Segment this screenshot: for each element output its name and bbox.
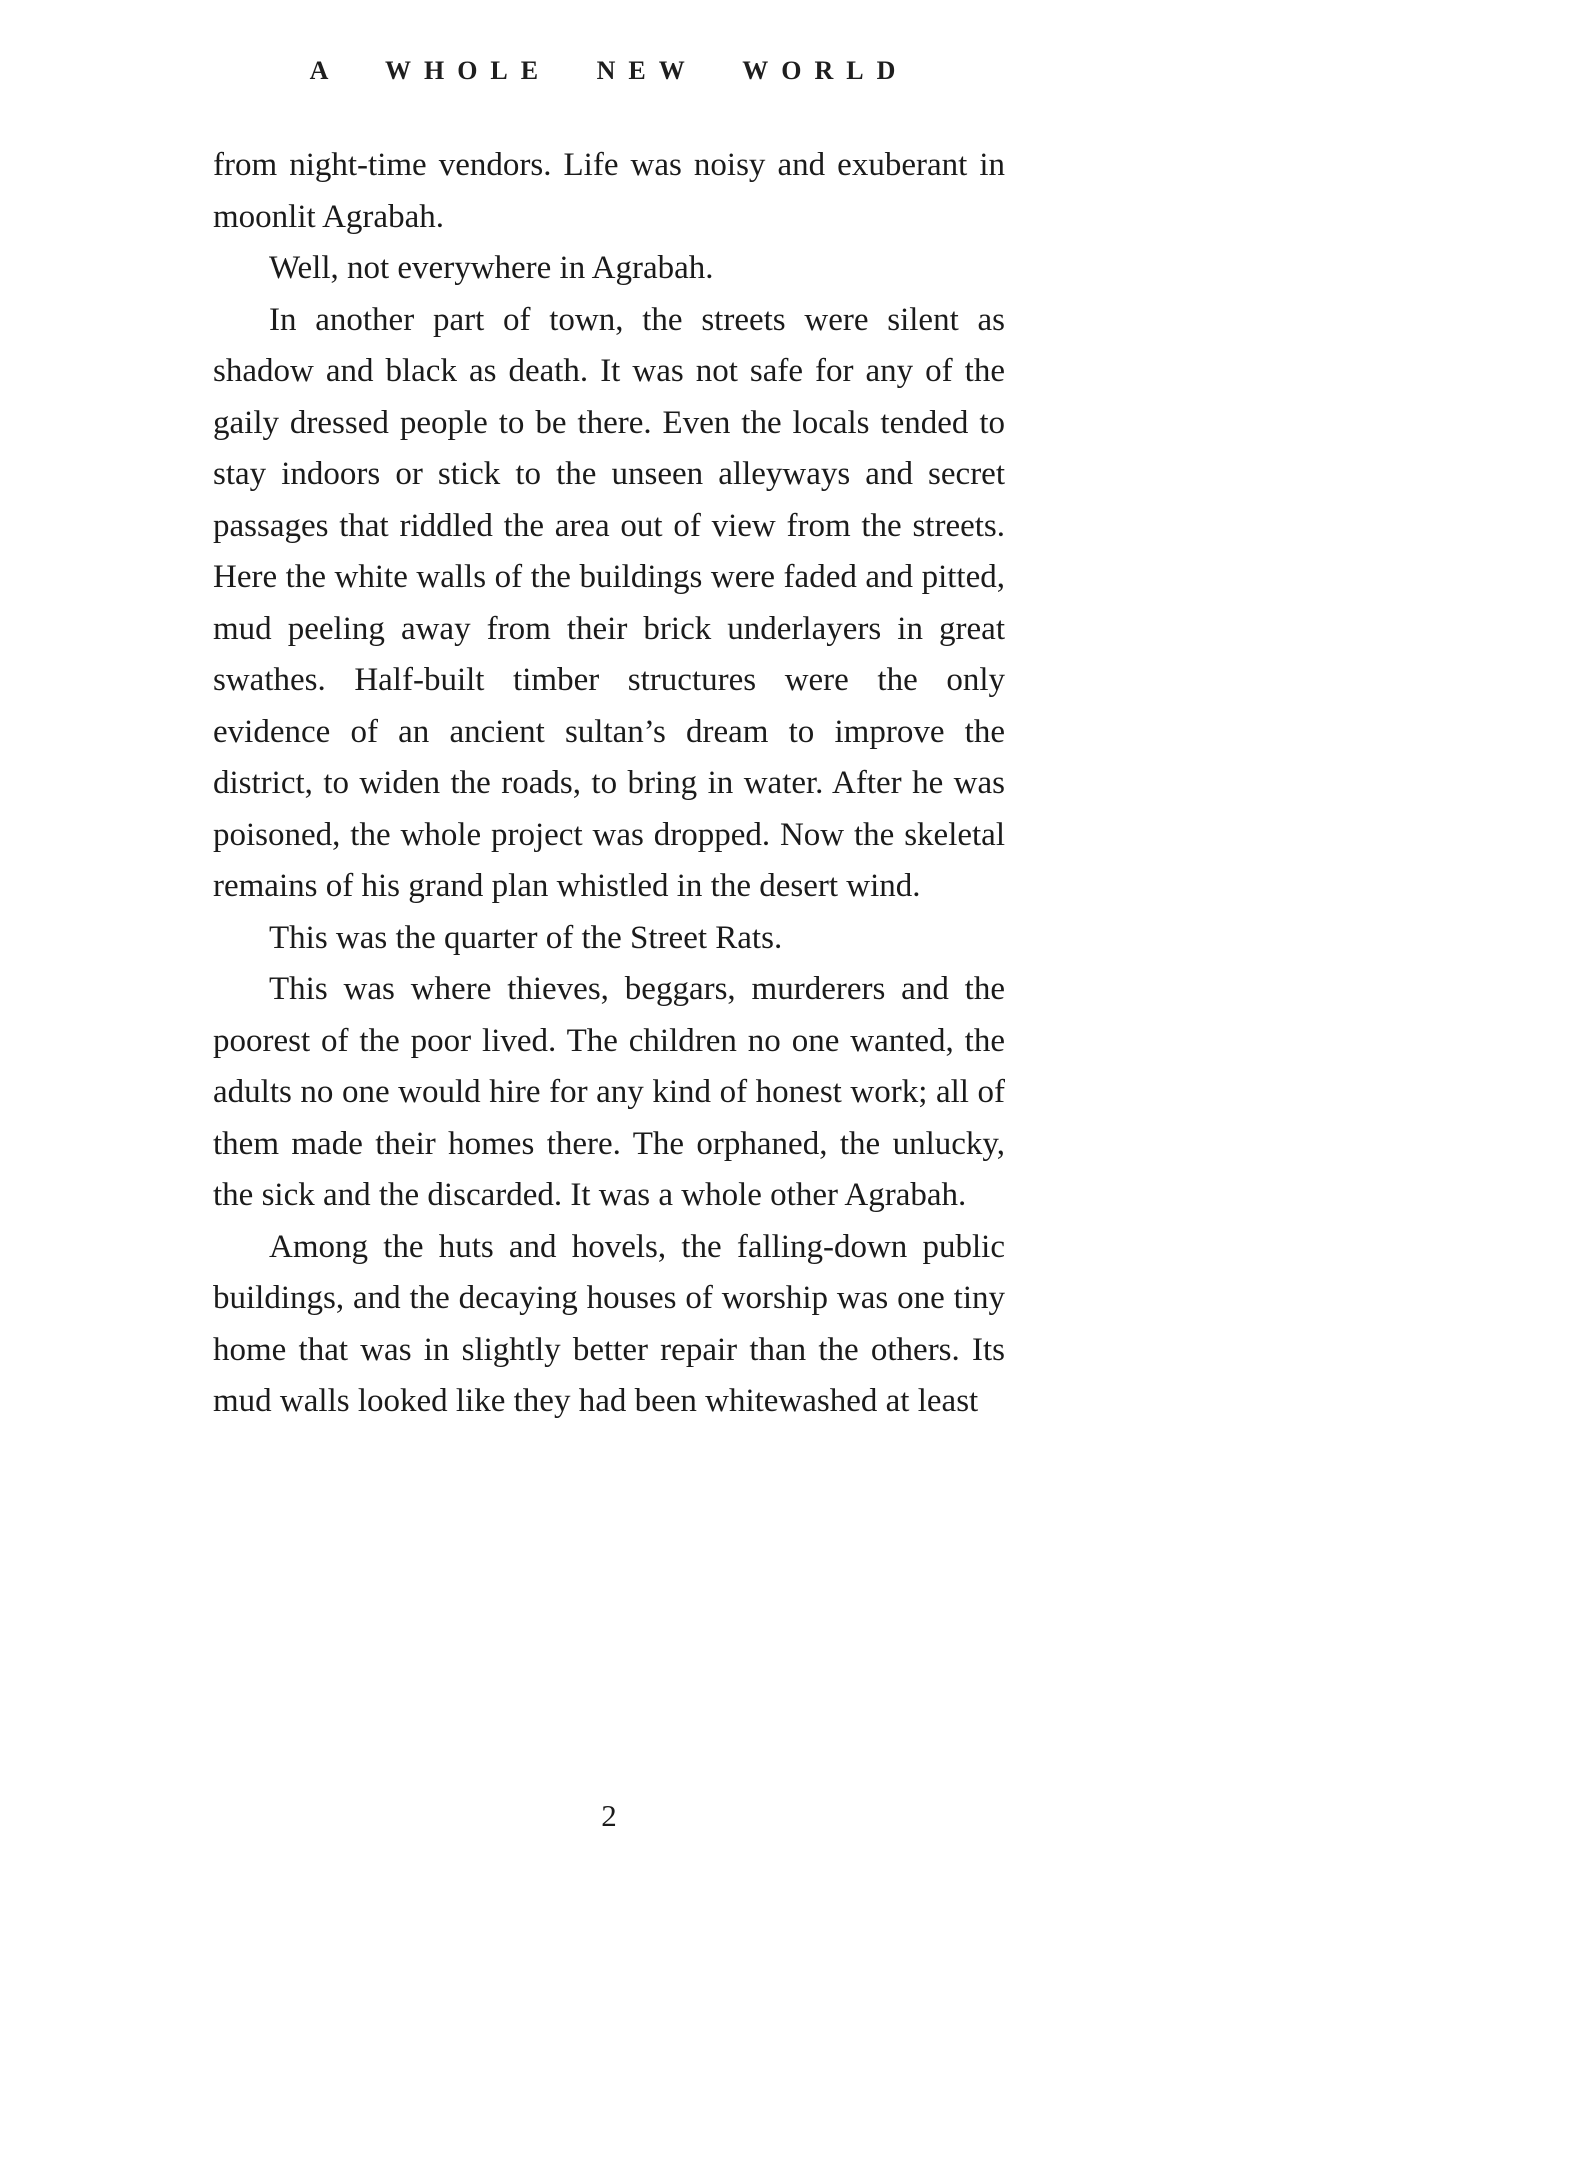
- paragraph: from night-time vendors. Life was noisy and exuberant in moonlit Agrabah.: [213, 147, 1005, 235]
- paragraph: In another part of town, the streets were silent as shadow and black as death. It was not safe for any of the gaily dressed people to be there. Even the locals tended to stay indoors or stick to the unseen alleyways and secret passages that riddled the area out of view from the streets. Here the white walls of the buildings were faded and pitted, mud peeling away from their brick underlayers in great swathes. Half-built timber structures were the only evidence of an ancient sultan’s dream to improve the district, to widen the roads, to bring in water. After he was poisoned, the whole project was dropped. Now the skeletal remains of his grand plan whistled in the desert wind.: [213, 301, 1005, 904]
- paragraph: Among the huts and hovels, the falling-down public buildings, and the decaying houses of worship was one tiny home that was in slightly better repair than the others. Its mud walls looked like they had been whitewashed at least: [213, 1228, 1005, 1419]
- paragraph: Well, not everywhere in Agrabah.: [269, 250, 714, 286]
- paragraph: This was the quarter of the Street Rats.: [269, 919, 783, 956]
- page-body: [213, 140, 1005, 1428]
- running-header: A WHOLE NEW WORLD: [309, 56, 909, 85]
- page-number: 2: [601, 1798, 617, 1833]
- page-content: [213, 0, 1005, 2172]
- paragraph: This was where thieves, beggars, murderers and the poorest of the poor lived. The children no one wanted, the adults no one would hire for any kind of honest work; all of them made their homes there. The orphaned, the unlucky, the sick and the discarded. It was a whole other Agrabah.: [213, 971, 1005, 1213]
